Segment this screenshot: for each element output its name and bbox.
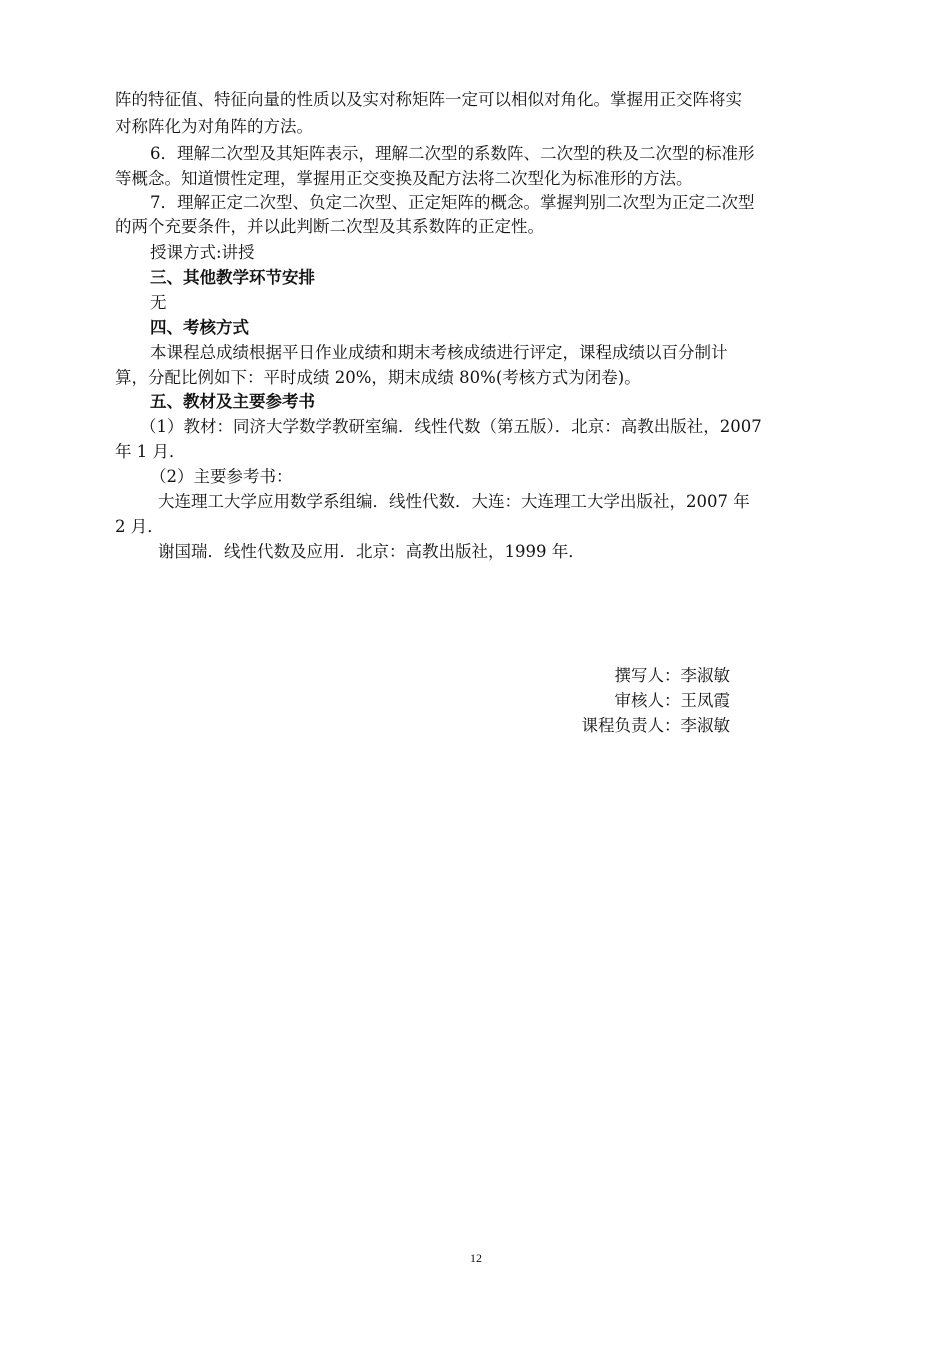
reference-line: 2 月． [115, 517, 164, 536]
reviewer-signature: 审核人：王凤霞 [614, 691, 730, 710]
reference-line: （1）教材：同济大学数学教研室编．线性代数（第五版）．北京：高教出版社，2007 [140, 417, 762, 436]
section-heading: 四、考核方式 [150, 318, 249, 337]
section-text: 无 [150, 293, 167, 312]
body-line: 对称阵化为对角阵的方法。 [115, 117, 313, 136]
body-line: 等概念。知道惯性定理，掌握用正交变换及配方法将二次型化为标准形的方法。 [115, 169, 693, 188]
reference-line: 大连理工大学应用数学系组编．线性代数．大连：大连理工大学出版社，2007 年 [158, 492, 750, 511]
body-line: 的两个充要条件，并以此判断二次型及其系数阵的正定性。 [115, 217, 544, 236]
reference-line: （2）主要参考书： [150, 467, 293, 486]
body-line: 7．理解正定二次型、负定二次型、正定矩阵的概念。掌握判别二次型为正定二次型 [150, 193, 755, 212]
body-line: 阵的特征值、特征向量的性质以及实对称矩阵一定可以相似对角化。掌握用正交阵将实 [115, 90, 742, 109]
author-signature: 撰写人：李淑敏 [614, 666, 730, 685]
body-line: 算，分配比例如下：平时成绩 20%，期末成绩 80%(考核方式为闭卷)。 [115, 368, 641, 387]
body-line: 6．理解二次型及其矩阵表示，理解二次型的系数阵、二次型的秩及二次型的标准形 [150, 144, 755, 163]
section-heading: 三、其他教学环节安排 [150, 268, 315, 287]
page-number: 12 [470, 1251, 482, 1265]
body-line: 本课程总成绩根据平日作业成绩和期末考核成绩进行评定，课程成绩以百分制计 [150, 343, 728, 362]
teaching-method: 授课方式:讲授 [150, 243, 255, 262]
course-lead-signature: 课程负责人：李淑敏 [581, 716, 730, 735]
reference-line: 年 1 月． [115, 442, 186, 461]
reference-line: 谢国瑞．线性代数及应用．北京：高教出版社，1999 年． [158, 542, 585, 561]
section-heading: 五、教材及主要参考书 [150, 392, 315, 411]
